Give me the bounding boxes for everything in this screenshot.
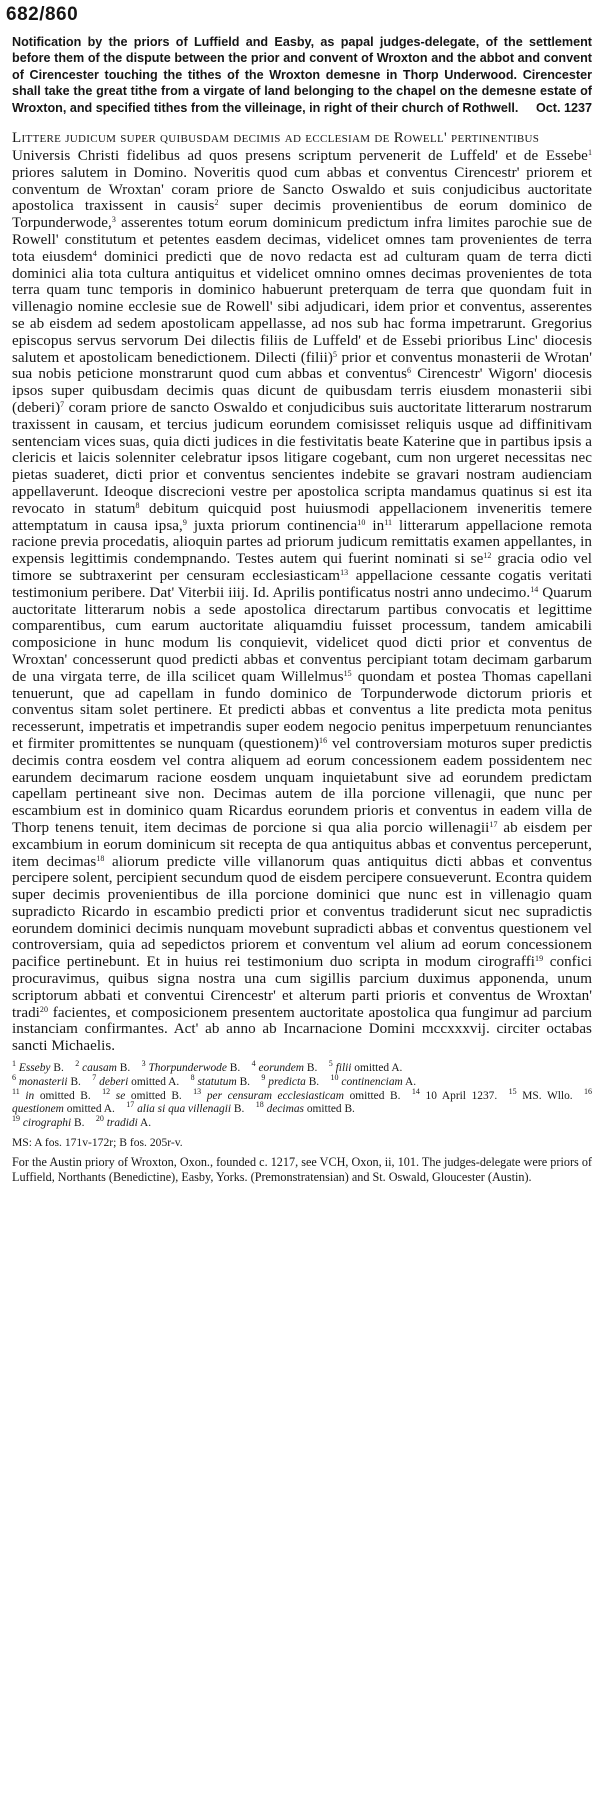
note-number: 3 xyxy=(141,1059,146,1069)
summary-text: Notification by the priors of Luffield and Easby, as papal judges-delegate, of the settlement before them of the dispute between the prior and convent of Wroxton and the abbot and convent of Cirencester touching the tithes of the Wroxton demesne in Thorp Underwood. Cirencester shall take the great tithe from a virgate of land belonging to the chapel on the demesne estate of Wroxton, and specified tithes from the villeinage, in right of their church of Rothwell. xyxy=(12,35,592,115)
note-lemma: Thorpunderwode xyxy=(148,1062,227,1075)
footnote-marker: 1 xyxy=(587,148,592,158)
charter-paragraph xyxy=(12,148,592,1055)
text-segment: quondam et postea Thomas capellani tenuerunt, que ad capellam in fundo dominico de Torpunderwode dictorum prioris et conventus sitam solet pertinere. Et predicti abbas et conventus a lite predicta mota penitus recesserunt, impetratis et impetrandis super eodem negocio penitus imperpetuum renunciantes et firmiter promittentes se nunquam (questionem) xyxy=(12,668,592,752)
note-number: 14 xyxy=(411,1086,420,1096)
note-witness: B. xyxy=(70,1075,81,1088)
text-segment: gracia odio vel timore se subtraxerint per censuram ecclesiasticam xyxy=(12,551,592,584)
note-number: 18 xyxy=(255,1100,264,1110)
text-segment: debitum quicquid post huiusmodi appellacionem inveneritis temere attemptatum in causa ipsa, xyxy=(12,500,592,534)
footnote-marker: 19 xyxy=(535,954,544,964)
note-witness: omitted B. xyxy=(130,1089,182,1102)
note-lemma: se xyxy=(115,1089,126,1102)
footnote-marker: 11 xyxy=(384,517,393,527)
note-number: 12 xyxy=(102,1086,111,1096)
note-witness: B. xyxy=(306,1062,318,1075)
charter-text xyxy=(12,148,592,1055)
note-lemma: decimas xyxy=(266,1103,304,1116)
footnote-marker: 13 xyxy=(340,567,349,577)
note-witness: A. xyxy=(139,1117,152,1130)
note-witness: MS. Wllo. xyxy=(522,1089,573,1102)
footnote-marker: 7 xyxy=(60,399,65,409)
note-number: 11 xyxy=(12,1086,20,1096)
note-witness: omitted A. xyxy=(131,1075,180,1088)
text-segment: juxta priorum continencia xyxy=(186,517,358,534)
textual-note xyxy=(508,1086,573,1102)
document-summary xyxy=(12,34,592,116)
note-lemma: eorundem xyxy=(258,1062,305,1075)
note-number: 1 xyxy=(12,1059,16,1069)
note-lemma: Esseby xyxy=(18,1062,51,1075)
note-number: 2 xyxy=(75,1059,80,1069)
note-lemma: deberi xyxy=(99,1075,129,1088)
footnote-marker: 3 xyxy=(111,215,116,225)
textual-note xyxy=(411,1086,498,1102)
text-segment: aliorum predicte ville villanorum quas antiquitus dicti abbas et conventus percipere solent, percipient secundum quod de eisdem percipere consueverunt. Econtra quidem super decimis provenientibus de illa porcione dominici que nunc est in villenagio quam supradicto Ricardo in escambio predicti prior et conventus tradiderunt sicut nec supradictis eorundem dominici decimis nunquam movebunt supradicti abbas et conventus questionem vel controversiam, quia ad sepedictos priorem et conventum vel alium ad eorum concessionem pacifice pertinebunt. Et in huius rei testimonium duo scripta in modum cirograffi xyxy=(12,853,592,971)
summary-date: Oct. 1237 xyxy=(535,100,592,115)
notes-row xyxy=(12,1114,592,1131)
textual-note xyxy=(255,1100,355,1116)
note-witness: B. xyxy=(233,1103,245,1116)
textual-note xyxy=(193,1086,401,1102)
note-number: 9 xyxy=(261,1072,266,1082)
text-segment: dominici predicti que de novo redacta est ad culturam quam de terra dicti dominici alia tota cultura antiquitus et videlicet omnino omnes decimas provenientes de tota terra quam tunc temporis in dominico habuerunt preterquam de terra que quondam fuit in villenagio nomine ecclesie sue de Rowell' sibi adjudicari, idem prior et conventus, asserentes se ab eisdem ad sedem apostolicam appellasse, ad nos sub hac forma impetrarunt. Gregorius episcopus servus servorum Dei dilectis filiis de Luffeld' et de Essebi prioribus Linc' diocesis salutem et apostolicam benedictionem. Dilecti (filii) xyxy=(12,248,592,366)
text-segment: vel controversiam moturos super predictis decimis contra eosdem vel contra aliquem ad eorum concessionem eadem possidentem nec earundem decimarum racione eosdem unquam inquietabunt sive ad eorundem predictam capellam pertineant sive non. Decimas autem de illa porcione villenagii, que nunc per escambium est in dominico quam Ricardus eorundem prioris et conventus in eadem villa de Thorp tenens tenuit, item decimas de porcione si qua alia porcio willenagii xyxy=(12,735,592,836)
note-lemma: questionem xyxy=(12,1103,64,1116)
text-segment: appellacione cessante cogatis veritati testimonium peribere. Dat' Viterbii iiij. Id. Aprilis pontificatus nostri anno undecimo. xyxy=(12,567,593,601)
note-lemma: filii xyxy=(335,1062,352,1075)
footnote-marker: 18 xyxy=(96,853,105,863)
note-lemma: tradidi xyxy=(106,1117,138,1130)
footnote-marker: 10 xyxy=(357,517,366,527)
textual-note xyxy=(75,1059,131,1075)
note-number: 15 xyxy=(508,1086,517,1096)
textual-note xyxy=(12,1086,91,1102)
textual-note xyxy=(12,1059,64,1075)
note-witness: omitted A. xyxy=(66,1103,115,1116)
note-witness: 10 April 1237. xyxy=(425,1089,498,1102)
footnote-marker: 6 xyxy=(407,366,412,376)
textual-notes xyxy=(12,1059,592,1131)
note-lemma: cirographi xyxy=(22,1117,72,1130)
notes-row xyxy=(12,1072,592,1090)
note-lemma: monasterii xyxy=(18,1075,68,1088)
textual-note xyxy=(330,1072,417,1088)
notes-row xyxy=(12,1086,592,1118)
note-witness: B. xyxy=(119,1062,131,1075)
note-lemma: per censuram ecclesiasticam xyxy=(206,1089,344,1102)
document-number: 682/860 xyxy=(6,4,79,25)
note-number: 4 xyxy=(251,1059,256,1069)
footnote-marker: 2 xyxy=(214,198,219,208)
note-witness: B. xyxy=(239,1075,251,1088)
text-segment: super decimis provenientibus de eorum dominico de Torpunderwode, xyxy=(12,198,593,232)
textual-note xyxy=(261,1072,320,1088)
note-number: 5 xyxy=(328,1059,333,1069)
footnote-marker: 14 xyxy=(530,584,539,594)
footnote-marker: 20 xyxy=(39,1004,49,1014)
textual-note xyxy=(328,1059,403,1075)
manuscript-reference: MS: A fos. 171v-172r; B fos. 205r-v. xyxy=(12,1136,183,1150)
textual-note xyxy=(12,1114,85,1130)
note-witness: B. xyxy=(53,1062,64,1075)
note-witness: B. xyxy=(308,1075,320,1088)
textual-note xyxy=(12,1072,81,1088)
textual-note xyxy=(95,1114,152,1130)
note-witness: B. xyxy=(74,1117,85,1130)
note-number: 19 xyxy=(12,1114,20,1124)
note-witness: A. xyxy=(404,1075,417,1088)
note-number: 7 xyxy=(92,1072,97,1082)
footnote-marker: 17 xyxy=(489,819,498,829)
note-witness: B. xyxy=(229,1062,241,1075)
note-lemma: continenciam xyxy=(341,1075,403,1088)
textual-note xyxy=(126,1100,245,1116)
footnote-marker: 8 xyxy=(135,500,140,510)
note-lemma: predicta xyxy=(268,1075,306,1088)
text-segment: in xyxy=(365,517,385,534)
text-segment: confici procuravimus, quibus signa nostra una cum sigillis parcium duximus apponenda, unum scriptorum abbati et conventui Cirencestr' et alterum parti prioris et conventus de Wroxtan' tradi xyxy=(12,954,592,1021)
note-number: 10 xyxy=(330,1072,339,1082)
note-number: 20 xyxy=(95,1114,104,1124)
note-lemma: statutum xyxy=(197,1075,237,1088)
rubric-heading: Littere judicum super quibusdam decimis ad ecclesiam de Rowell' pertinentibus xyxy=(12,130,540,147)
note-lemma: alia si qua villenagii xyxy=(137,1103,232,1116)
note-witness: omitted B. xyxy=(349,1089,401,1102)
footnote-marker: 12 xyxy=(483,551,492,561)
text-segment: coram priore de sancto Oswaldo et conjudicibus suis auctoritate litterarum nostrarum traxissent in causam, et tercius judicum eorundem comisisset reliquis usque ad diffinitivam sentenciam vices suas, quia dicti judices in die festivitatis beate Katerine que in partibus ipsis a clericis et laicis solenniter celebratur ipsos litigare cogebant, cum non urgeret necessitas nec pietas suaderet, dicti prior et conventus sencientes indebite se gravari nostram audienciam appellaverunt. Ideoque discrecioni vestre per apostolica scripta mandamus quatinus si est ita revocato in statum xyxy=(12,399,592,517)
footnote-marker: 15 xyxy=(343,668,352,678)
note-lemma: in xyxy=(25,1089,35,1102)
text-segment: Universis Christi fidelibus ad quos presens scriptum pervenerit de Luffeld' et de Essebe xyxy=(12,148,588,165)
footnote-marker: 5 xyxy=(332,349,338,359)
note-number: 16 xyxy=(584,1086,592,1096)
text-segment: Cirencestr' Wigorn' diocesis ipsos super quibusdam decimis quas dicunt de quibusdam terris eiusdem monasterii sibi (deberi) xyxy=(12,366,592,416)
note-witness: omitted B. xyxy=(306,1103,355,1116)
text-segment: Quarum auctoritate litterarum nobis a sede apostolica directarum partibus convocatis et legittime comparentibus, cum earum auctoritate aliquamdiu fuisset processum, tandem amicabili composicione in hunc modum lis conquievit, videlicet quod dicti prior et conventus de Wroxtan' concesserunt quod predicti abbas et conventus percipiant totam decimam garbarum de una virgata terre, de illa scilicet quam Willelmus xyxy=(12,584,592,685)
text-segment: prior et conventus monasterii de Wrotan' sua nobis peticione monstrarunt quod cum abbas et conventus xyxy=(12,349,592,383)
footnote-marker: 16 xyxy=(319,735,328,745)
text-segment: ab eisdem per excambium in eorum dominicum sit recepta de qua antiquitus abbas et conventus perceperunt, item decimas xyxy=(12,819,593,870)
note-number: 17 xyxy=(126,1100,135,1110)
notes-row xyxy=(12,1059,592,1076)
note-witness: omitted A. xyxy=(354,1062,403,1075)
text-segment: facientes, et composicionem presentem auctoritate apostolica qua fungimur ad parcium instanciam confirmantes. Act' ab anno ab Incarnacione Domini mccxxxvij. circiter octabas sancti Michaelis. xyxy=(12,1004,592,1055)
text-segment: litterarum appellacione remota racione previa procedatis, alioquin partes ad priorum judicum remittatis examen appellantes, in expensis legittimis condempnando. Testes autem qui fuerint nominati si se xyxy=(12,517,592,568)
note-number: 8 xyxy=(190,1072,195,1082)
note-lemma: causam xyxy=(82,1062,117,1075)
footnote-marker: 9 xyxy=(182,517,187,527)
footnote-marker: 4 xyxy=(92,248,97,258)
text-segment: asserentes totum eorum dominicum predictum infra limites parochie sue de Rowell' constitutum et petentes easdem decimas, videlicet omnes tam provenientes de terra tota eiusdem xyxy=(12,215,592,265)
note-number: 13 xyxy=(193,1086,202,1096)
note-number: 6 xyxy=(12,1072,16,1082)
commentary-note: For the Austin priory of Wroxton, Oxon., founded c. 1217, see VCH, Oxon, ii, 101. The judges-delegate were priors of Luffield, Northants (Benedictine), Easby, Yorks. (Premonstratensian) and St. Oswald, Gloucester (Austin). xyxy=(12,1155,592,1184)
note-witness: omitted B. xyxy=(39,1089,91,1102)
text-segment: priores salutem in Domino. Noveritis quod cum abbas et conventus Cirencestr' priorem et conventum de Wroxtan' coram priore de Sancto Oswaldo et suis conjudicibus auctoritate apostolica traxissent in causis xyxy=(12,164,592,215)
textual-note xyxy=(102,1086,182,1102)
